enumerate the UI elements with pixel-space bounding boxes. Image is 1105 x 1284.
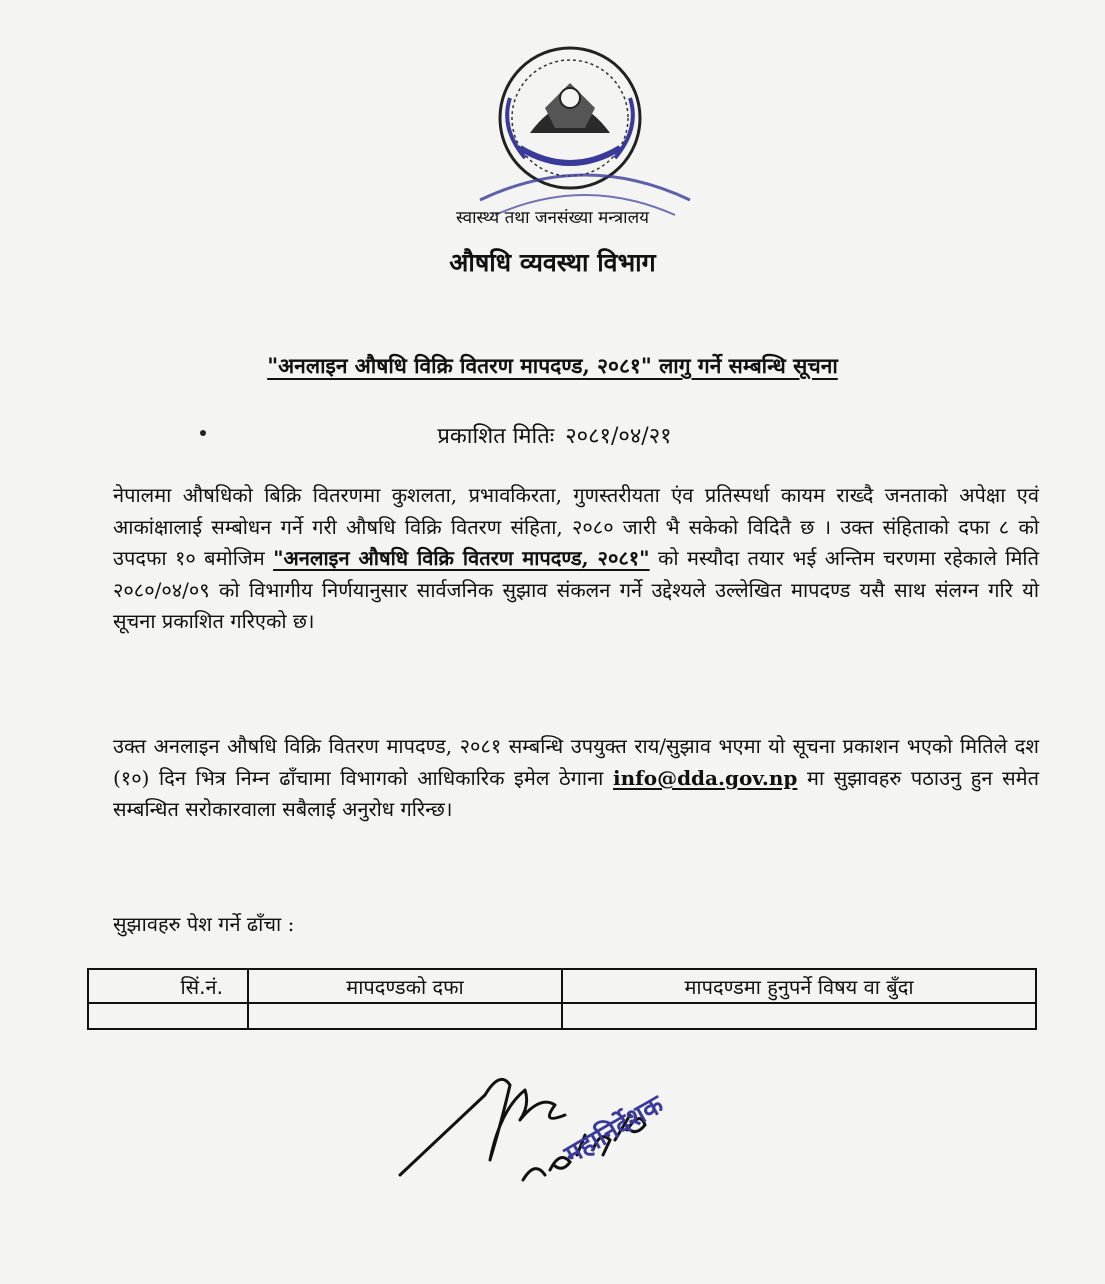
table-header-row (88, 969, 1036, 1003)
para2-text-a: उक्त अनलाइन औषधि विक्रि वितरण मापदण्ड, २०८१ सम्बन्धि उपयुक्त राय/सुझाव भएमा यो सूचना प्रकाशन भएको मितिले दश (१०) दिन भित्र निम्न ढाँचामा विभागको आधिकारिक इमेल ठेगाना (113, 734, 1039, 790)
para1-text-c: को मस्यौदा तयार भई अन्तिम चरणमा रहेकाले मिति २०८०/०४/०९ को विभागीय निर्णयानुसार सार्वजनिक सुझाव संकलन गर्ने उद्देश्यले उल्लेखित मापदण्ड यसै साथ संलग्न गरि यो सूचना प्रकाशित गरिएको छ। (113, 546, 1039, 633)
column-header-serial: सिं.नं. (88, 969, 248, 1003)
standard-name-highlight: "अनलाइन औषधि विक्रि वितरण मापदण्ड, २०८१" (273, 546, 650, 570)
published-date-line (0, 420, 1105, 450)
email-link[interactable]: info@dda.gov.np (612, 765, 798, 790)
table-cell (88, 1003, 248, 1029)
published-label: प्रकाशित मितिः (437, 424, 555, 449)
suggestion-format-table (87, 968, 1037, 1030)
notice-paragraph-1 (113, 480, 1039, 638)
table-cell (562, 1003, 1036, 1029)
department-name: औषधि व्यवस्था विभाग (449, 248, 656, 277)
table-row (88, 1003, 1036, 1029)
notice-paragraph-2 (113, 731, 1039, 826)
published-date: २०८१/०४/२१ (565, 424, 672, 449)
notice-title: "अनलाइन औषधि विक्रि वितरण मापदण्ड, २०८१" लागु गर्ने सम्बन्धि सूचना (267, 353, 838, 378)
column-header-subject: मापदण्डमा हुनुपर्ने विषय वा बुँदा (562, 969, 1036, 1003)
para2-text-c: मा सुझावहरु पठाउनु हुन समेत सम्बन्धित सरोकारवाला सबैलाई अनुरोध गरिन्छ। (113, 765, 1039, 821)
format-label: सुझावहरु पेश गर्ने ढाँचा : (113, 912, 295, 936)
ministry-name: स्वास्थ्य तथा जनसंख्या मन्त्रालय (456, 208, 649, 228)
table-cell (248, 1003, 562, 1029)
column-header-section: मापदण्डको दफा (248, 969, 562, 1003)
para1-text-a: नेपालमा औषधिको बिक्रि वितरणमा कुशलता, प्रभावकिरता, गुणस्तरीयता एंव प्रतिस्पर्धा कायम राख्दै जनताको अपेक्षा एवं आकांक्षालाई सम्बोधन गर्ने गरी औषधि विक्रि वितरण संहिता, २०८० जारी भै सकेको विदितै छ । उक्त संहिताको दफा ८ को उपदफा १० बमोजिम (113, 483, 1039, 570)
designation-stamp: महानिर्देशक (559, 1089, 669, 1171)
